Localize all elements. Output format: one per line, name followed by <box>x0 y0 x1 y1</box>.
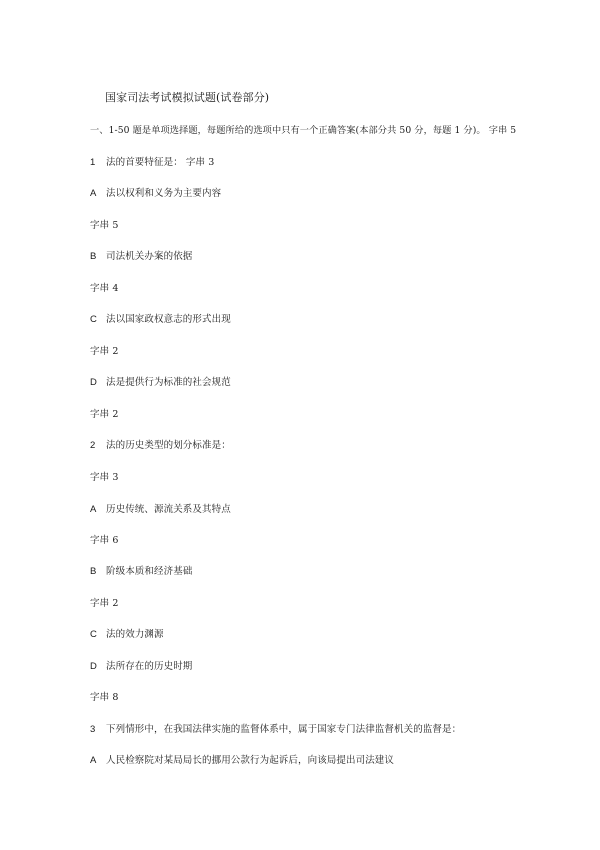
option-c <box>90 314 231 326</box>
question-2 <box>90 440 231 452</box>
line-mark: 1 <box>90 157 96 168</box>
string-note <box>90 472 118 484</box>
string-note <box>90 692 118 704</box>
line-text: 法以权利和义务为主要内容 <box>106 188 222 199</box>
line-text: 下列情形中，在我国法律实施的监督体系中，属于国家专门法律监督机关的监督是： <box>106 724 462 735</box>
string-note <box>90 598 118 610</box>
line-mark: A <box>90 188 97 199</box>
line-text: 字串 5 <box>90 220 119 231</box>
line-text: 司法机关办案的依据 <box>106 251 193 262</box>
line-mark: D <box>90 661 97 672</box>
section-heading: 一、1-50 题是单项选择题，每题所给的选项中只有一个正确答案(本部分共 50 分，每题 1 分)。 字串 5 <box>90 125 517 136</box>
string-note <box>90 535 118 547</box>
option-b <box>90 251 192 263</box>
line-text: 法的历史类型的划分标准是： <box>106 440 231 451</box>
line-text: 字串 3 <box>90 472 119 483</box>
line-text: 历史传统、源流关系及其特点 <box>106 504 231 515</box>
option-c <box>90 629 164 641</box>
option-b <box>90 566 192 578</box>
line-mark: B <box>90 566 97 577</box>
line-text: 字串 4 <box>90 283 119 294</box>
line-text: 法所存在的历史时期 <box>106 661 193 672</box>
line-text: 法的效力渊源 <box>106 629 164 640</box>
option-d <box>90 377 231 389</box>
line-text: 字串 2 <box>90 598 119 609</box>
question-1 <box>90 157 214 169</box>
line-mark: C <box>90 629 97 640</box>
line-mark: D <box>90 377 97 388</box>
option-a <box>90 504 231 516</box>
string-note <box>90 346 118 358</box>
option-a <box>90 755 394 767</box>
line-mark: C <box>90 314 97 325</box>
string-note <box>90 409 118 421</box>
line-text: 字串 2 <box>90 409 119 420</box>
line-text: 人民检察院对某局局长的挪用公款行为起诉后，向该局提出司法建议 <box>106 755 395 766</box>
line-mark: 2 <box>90 440 96 451</box>
line-mark: A <box>90 755 97 766</box>
string-note <box>90 283 118 295</box>
line-mark: B <box>90 251 97 262</box>
line-text: 字串 6 <box>90 535 119 546</box>
line-text: 字串 2 <box>90 346 119 357</box>
string-note <box>90 220 118 232</box>
question-3 <box>90 724 461 736</box>
option-d <box>90 661 192 673</box>
line-text: 法是提供行为标准的社会规范 <box>106 377 231 388</box>
line-text: 法的首要特征是： 字串 3 <box>106 157 215 168</box>
line-text: 法以国家政权意志的形式出现 <box>106 314 231 325</box>
option-a <box>90 188 221 200</box>
line-text: 阶级本质和经济基础 <box>106 566 193 577</box>
line-text: 字串 8 <box>90 692 119 703</box>
line-mark: A <box>90 504 97 515</box>
document-title: 国家司法考试模拟试题(试卷部分) <box>105 91 270 104</box>
line-mark: 3 <box>90 724 96 735</box>
